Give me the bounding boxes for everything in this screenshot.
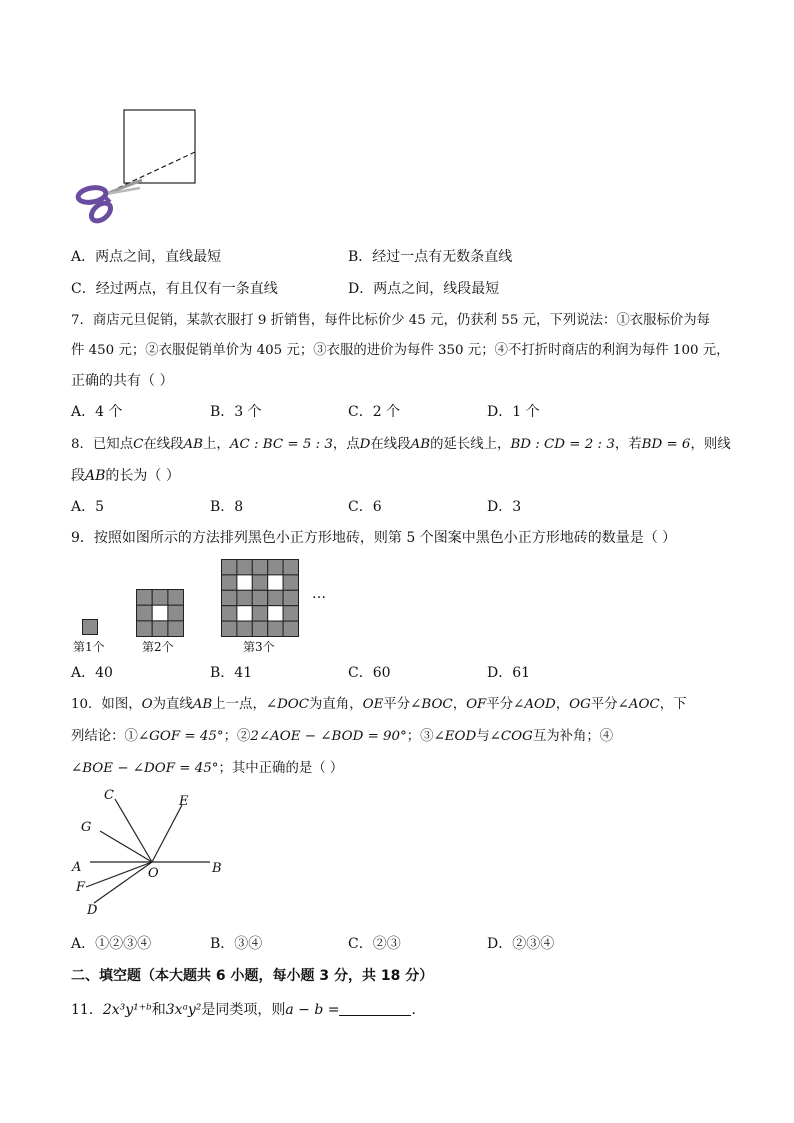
text: ，点	[332, 437, 360, 452]
text: ，下	[659, 697, 687, 712]
math-point-c: C	[133, 437, 144, 452]
text: ；③	[406, 729, 434, 744]
math-ratio: BD : CD = 2 : 3	[510, 437, 615, 452]
text: ，	[555, 697, 570, 712]
q8-option-d: D．3	[487, 499, 522, 515]
math-angle: ∠AOC	[617, 697, 660, 712]
q6-option-a	[71, 247, 221, 267]
paper-square	[124, 110, 195, 183]
option-text: 两点之间，直线最短	[95, 249, 222, 265]
ray-of	[86, 862, 152, 887]
q10-option-c: C．②③	[348, 936, 401, 952]
text: ；②	[223, 729, 251, 744]
tile-caption-1: 第1个	[73, 640, 105, 654]
q8-option-b: B．8	[210, 499, 244, 515]
option-key: B．	[348, 249, 373, 265]
q7-option-d: D．1 个	[487, 404, 540, 420]
tile-pattern-2	[136, 589, 184, 637]
option-key: A．	[71, 249, 96, 265]
text: 上一点，	[212, 697, 266, 712]
q9-option-a: A．40	[71, 665, 113, 681]
answer-blank[interactable]	[339, 1001, 411, 1016]
text: 互为补角；④	[532, 729, 614, 744]
math-conclusion: ∠BOE − ∠DOF = 45°	[71, 761, 219, 776]
text: 平分	[590, 697, 618, 712]
point-label-d: D	[87, 903, 98, 918]
point-label-a: A	[72, 860, 82, 875]
q10-stem-line2	[71, 727, 613, 747]
q10-option-d: D．②③④	[487, 936, 555, 952]
q8-stem-line1	[71, 435, 731, 455]
q7-stem-line2: 件 450 元；②衣服促销单价为 405 元；③衣服的进价为每件 350 元；④不打折时商店的利润为每件 100 元，	[71, 343, 730, 358]
option-text: 经过一点有无数条直线	[372, 249, 513, 265]
text: 11．	[71, 1002, 103, 1018]
math-segment-ab: AB	[410, 437, 431, 452]
math-line-ab: AB	[192, 697, 213, 712]
math-angle: ∠DOC	[265, 697, 310, 712]
q10-option-b: B．③④	[210, 936, 263, 952]
text: 和	[151, 1002, 166, 1018]
ray-oc	[115, 799, 152, 862]
point-label-e: E	[179, 794, 189, 809]
text: 8．已知点	[71, 437, 134, 452]
tile-pattern-1	[82, 619, 98, 635]
q8-stem-line2	[71, 466, 180, 486]
option-key: C．	[71, 281, 96, 297]
scissors-square-figure	[70, 100, 210, 235]
math-term: 3xᵃy²	[165, 1002, 202, 1018]
q6-option-b	[348, 247, 512, 267]
option-text: 两点之间，线段最短	[373, 281, 500, 297]
math-point-d: D	[359, 437, 371, 452]
q6-option-d	[348, 279, 499, 299]
text: 在线段	[143, 437, 184, 452]
text: 在线段	[370, 437, 411, 452]
text: ．	[411, 1002, 426, 1018]
math-conclusion: 2∠AOE − ∠BOD = 90°	[250, 729, 407, 744]
math-ray: OG	[569, 697, 591, 712]
text: ，若	[614, 437, 642, 452]
text: 上，	[203, 437, 230, 452]
text: ，则线	[690, 437, 731, 452]
ray-od	[94, 862, 152, 903]
text: 平分	[486, 697, 514, 712]
text: 为直角，	[309, 697, 363, 712]
math-angle: ∠COG	[489, 729, 533, 744]
text: 的长为（ ）	[105, 468, 180, 484]
point-label-g: G	[81, 820, 92, 835]
option-text: 经过两点，有且仅有一条直线	[95, 281, 278, 297]
q7-option-b: B．3 个	[210, 404, 262, 420]
q10-stem-line3	[71, 759, 343, 779]
text: 为直线	[152, 697, 193, 712]
text: 平分	[383, 697, 411, 712]
q8-option-a: A．5	[71, 499, 105, 515]
text: 的延长线上，	[430, 437, 511, 452]
q9-option-c: C．60	[348, 665, 391, 681]
math-conclusion: ∠GOF = 45°	[137, 729, 224, 744]
point-label-o: O	[148, 866, 159, 881]
section-title: 二、填空题（本大题共 6 小题，每小题 3 分，共 18 分）	[71, 968, 434, 984]
q9-option-d: D．61	[487, 665, 531, 681]
text: 与	[476, 729, 490, 744]
q6-option-c	[71, 279, 278, 299]
text: 段	[71, 468, 85, 484]
math-ray: OF	[466, 697, 487, 712]
math-angle: ∠BOC	[410, 697, 453, 712]
math-equation: BD = 6	[641, 437, 691, 452]
tile-caption-3: 第3个	[243, 640, 275, 654]
math-segment-ab: AB	[183, 437, 204, 452]
q9-option-b: B．41	[210, 665, 253, 681]
q9-stem: 9．按照如图所示的方法排列黑色小正方形地砖，则第 5 个图案中黑色小正方形地砖的数量是（ ）	[71, 530, 677, 546]
math-term: 2x³y¹⁺ᵇ	[102, 1002, 152, 1018]
q7-stem-line3: 正确的共有（ ）	[71, 373, 174, 389]
math-segment-ab: AB	[85, 468, 106, 484]
q10-option-a: A．①②③④	[71, 936, 152, 952]
option-key: D．	[348, 281, 374, 297]
point-label-f: F	[76, 880, 86, 895]
math-angle: ∠EOD	[433, 729, 477, 744]
text: 10．如图，	[71, 697, 142, 712]
point-label-c: C	[104, 788, 114, 803]
tile-pattern-3	[221, 559, 299, 637]
math-ray: OE	[362, 697, 384, 712]
math-ratio: AC : BC = 5 : 3	[229, 437, 333, 452]
text: 列结论：①	[71, 729, 138, 744]
ray-oe	[152, 805, 182, 862]
scissors-icon	[77, 180, 142, 224]
point-label-b: B	[212, 861, 222, 876]
math-angle: ∠AOD	[513, 697, 556, 712]
text: ；其中正确的是（ ）	[218, 761, 344, 776]
ellipsis: …	[312, 586, 326, 602]
text: ，	[452, 697, 467, 712]
q10-stem-line1	[71, 695, 687, 715]
q7-option-c: C．2 个	[348, 404, 401, 420]
text: 是同类项，则	[201, 1002, 286, 1018]
q11-stem	[71, 1000, 425, 1020]
ray-og	[100, 831, 152, 862]
q7-stem-line1: 7．商店元旦促销，某款衣服打 9 折销售，每件比标价少 45 元，仍获利 55 元，下列说法：①衣服标价为每	[71, 313, 711, 328]
q8-option-c: C．6	[348, 499, 382, 515]
math-point-o: O	[141, 697, 153, 712]
tile-caption-2: 第2个	[142, 640, 174, 654]
math-expression: a − b =	[285, 1002, 340, 1018]
q7-option-a: A．4 个	[71, 404, 123, 420]
